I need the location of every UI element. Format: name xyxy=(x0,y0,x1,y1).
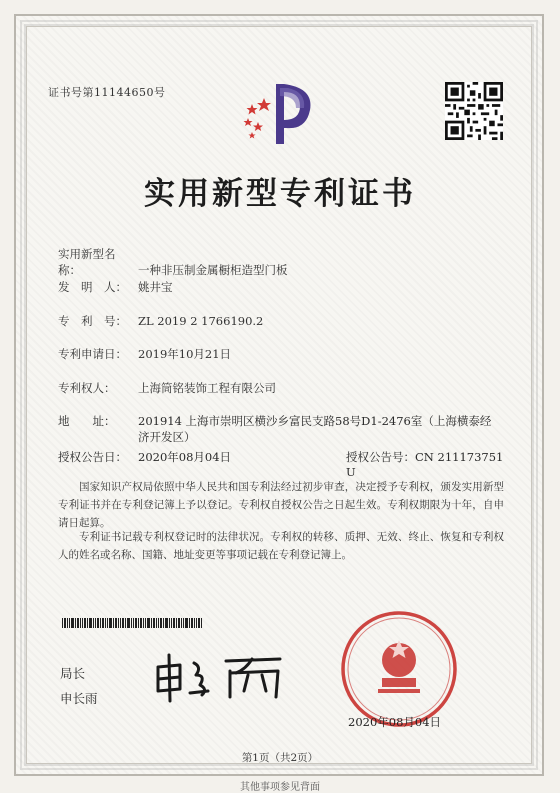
utility-name-row xyxy=(58,246,288,278)
inventor-value: 姚井宝 xyxy=(138,280,173,294)
official-seal-icon xyxy=(340,610,458,728)
address-value: 201914 上海市崇明区横沙乡富民支路58号D1-2476室（上海横泰经济开发区） xyxy=(138,414,492,444)
patent-owner-label: 专利权人： xyxy=(58,381,116,395)
certificate-number: 证书号第11144650号 xyxy=(48,86,166,99)
footer-note: 其他事项参见背面 xyxy=(240,782,320,793)
logo-stars-icon xyxy=(244,98,272,139)
grant-date-label: 授权公告日： xyxy=(58,450,127,464)
utility-name-value: 一种非压制金属橱柜造型门板 xyxy=(138,263,288,277)
director-name: 申长雨 xyxy=(60,691,98,706)
patent-number-row xyxy=(58,313,263,329)
application-date-label: 专利申请日： xyxy=(58,347,127,361)
application-date-row xyxy=(58,346,231,362)
grant-number-label: 授权公告号： xyxy=(346,450,415,464)
patent-owner-row xyxy=(58,380,276,396)
page-number: 第1页（共2页） xyxy=(241,752,319,764)
inventor-row xyxy=(58,279,173,295)
patent-number-label: 专 利 号： xyxy=(58,314,127,328)
grant-number xyxy=(346,449,508,479)
signature-icon xyxy=(150,645,290,705)
certificate-title: 实用新型专利证书 xyxy=(144,176,416,212)
patent-owner-value: 上海筒铭装饰工程有限公司 xyxy=(138,381,276,395)
qr-code-icon xyxy=(445,82,503,140)
grant-row xyxy=(58,449,508,479)
barcode-icon xyxy=(62,618,202,628)
director-title: 局长 xyxy=(60,666,86,681)
seal-date: 2020年08月04日 xyxy=(348,715,442,729)
address-label: 地 址： xyxy=(58,414,116,428)
grant-number-value: CN 211173751 U xyxy=(346,450,504,479)
patent-office-logo-icon xyxy=(236,78,326,150)
utility-name-label: 实用新型名称： xyxy=(58,247,116,277)
inventor-label: 发 明 人： xyxy=(58,280,127,294)
grant-date-value: 2020年08月04日 xyxy=(138,450,232,464)
grant-statement-paragraph: 国家知识产权局依照中华人民共和国专利法经过初步审查，决定授予专利权，颁发实用新型专利证书并在专利登记簿上予以登记。专利权自授权公告之日起生效。专利权期限为十年，自申请日起算。 xyxy=(58,481,504,529)
patent-number-value: ZL 2019 2 1766190.2 xyxy=(138,314,264,328)
application-date-value: 2019年10月21日 xyxy=(138,347,232,361)
legal-status-paragraph: 专利证书记载专利权登记时的法律状况。专利权的转移、质押、无效、终止、恢复和专利权人的姓名或名称、国籍、地址变更等事项记载在专利登记簿上。 xyxy=(58,531,504,561)
